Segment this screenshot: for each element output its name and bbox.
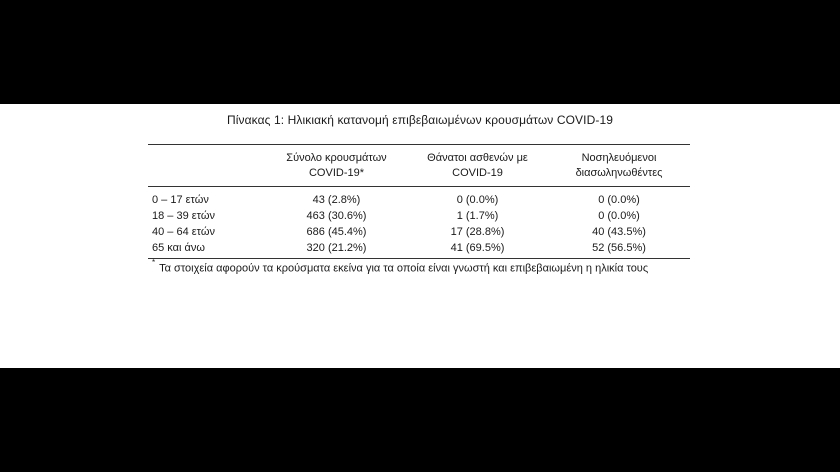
- letterbox-bottom: [0, 368, 840, 472]
- cell-intubated: 40 (43.5%): [592, 226, 646, 238]
- age-distribution-table: [148, 144, 690, 259]
- cell-cases: 43 (2.8%): [312, 194, 361, 206]
- document-page: [0, 104, 840, 368]
- header-intubated-line1: Νοσηλευόμενοι: [581, 152, 657, 164]
- cell-age: 40 – 64 ετών: [152, 226, 215, 238]
- header-deaths-line2: COVID-19: [452, 167, 503, 179]
- table-row: [148, 187, 690, 209]
- cell-deaths: 17 (28.8%): [450, 226, 505, 238]
- header-total-cases-line1: Σύνολο κρουσμάτων: [286, 152, 387, 164]
- cell-age: 65 και άνω: [152, 242, 205, 254]
- cell-deaths: 1 (1.7%): [456, 210, 499, 222]
- table-row: [148, 240, 690, 259]
- table-header: [148, 145, 690, 187]
- cell-age: 18 – 39 ετών: [152, 210, 215, 222]
- header-intubated: [548, 145, 690, 187]
- table-container: [148, 144, 690, 259]
- footnote-text: Τα στοιχεία αφορούν τα κρούσματα εκείνα για τα οποία είναι γνωστή και επιβεβαιωμένη η ηλικία τους: [159, 262, 649, 275]
- footnote-marker: *: [152, 258, 156, 267]
- cell-intubated: 52 (56.5%): [592, 242, 646, 254]
- table-row: [148, 208, 690, 224]
- cell-age: 0 – 17 ετών: [152, 194, 209, 206]
- table-row: [148, 224, 690, 240]
- letterbox-top: [0, 0, 840, 104]
- header-total-cases: [266, 145, 407, 187]
- table-caption: Πίνακας 1: Ηλικιακή κατανομή επιβεβαιωμένων κρουσμάτων COVID-19: [227, 113, 613, 127]
- table-footnote: [152, 260, 648, 275]
- cell-cases: 686 (45.4%): [306, 226, 367, 238]
- header-row: [148, 145, 690, 187]
- table-body: [148, 187, 690, 259]
- header-deaths: [407, 145, 548, 187]
- cell-intubated: 0 (0.0%): [598, 194, 640, 206]
- cell-deaths: 41 (69.5%): [450, 242, 505, 254]
- cell-cases: 463 (30.6%): [306, 210, 367, 222]
- header-age: [148, 145, 266, 187]
- cell-intubated: 0 (0.0%): [598, 210, 640, 222]
- header-total-cases-line2: COVID-19*: [308, 167, 365, 179]
- header-intubated-line2: διασωληνωθέντες: [575, 167, 663, 179]
- cell-cases: 320 (21.2%): [306, 242, 367, 254]
- cell-deaths: 0 (0.0%): [456, 194, 499, 206]
- header-deaths-line1: Θάνατοι ασθενών με: [427, 152, 528, 164]
